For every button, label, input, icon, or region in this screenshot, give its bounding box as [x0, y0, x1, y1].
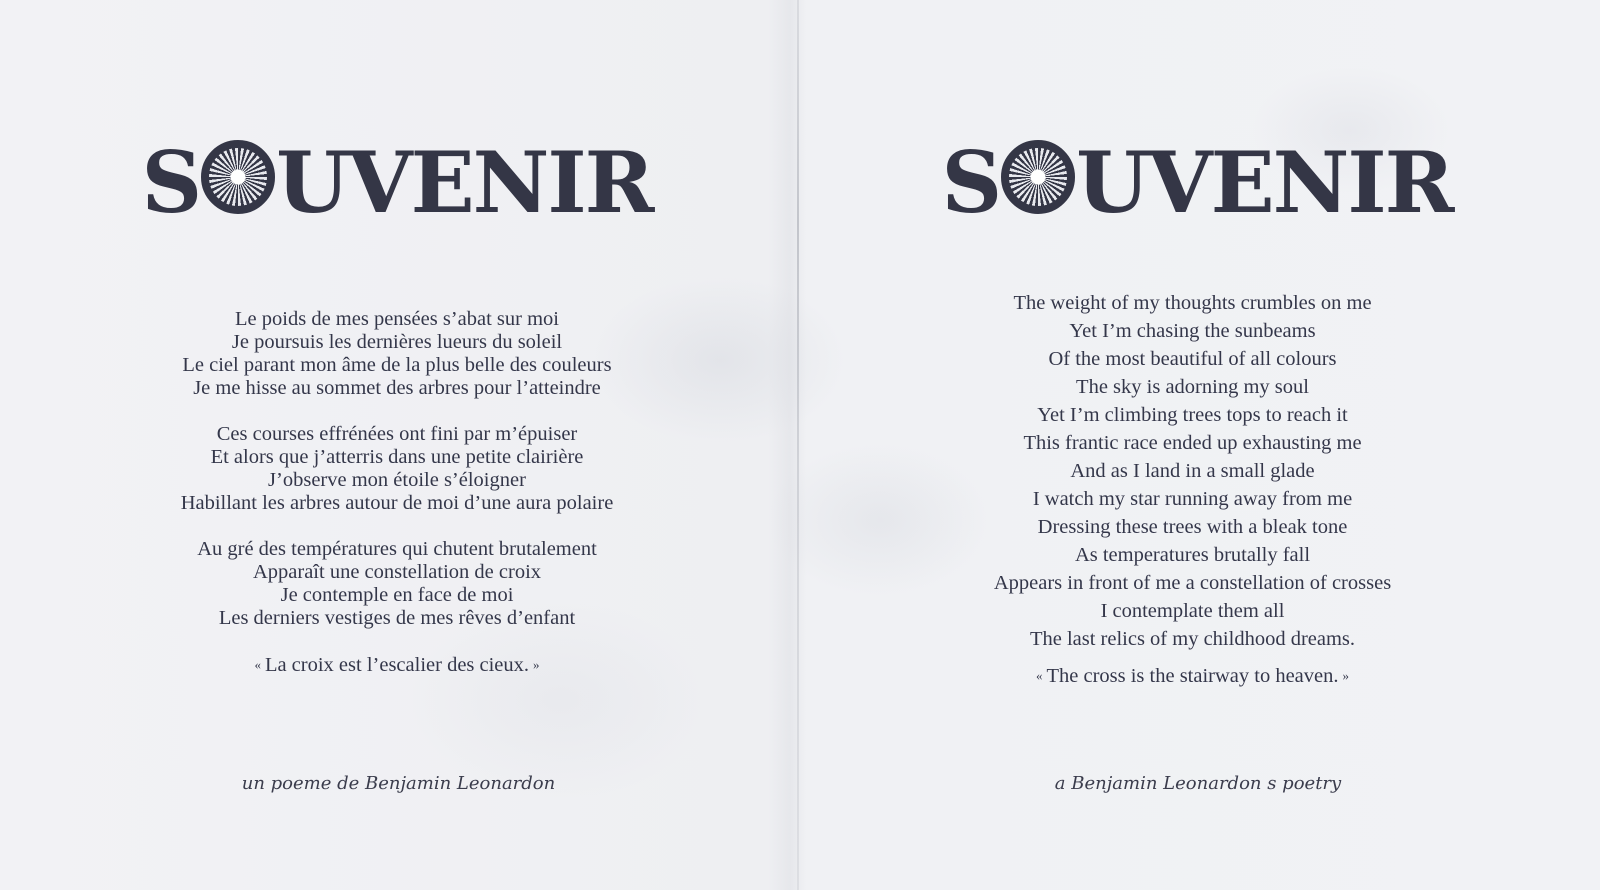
guillemet-close: » [533, 657, 540, 672]
stanza-1 [0, 308, 800, 400]
poem-line: Les derniers vestiges de mes rêves d’enfant [218, 607, 576, 629]
poem-line: I watch my star running away from me [1032, 488, 1353, 510]
quote-text: The cross is the stairway to heaven. [1046, 665, 1339, 687]
poem-line: Et alors que j’atterris dans une petite clairière [210, 446, 584, 468]
guillemet-close: » [1342, 668, 1350, 683]
title-souvenir-en [794, 133, 1600, 232]
poem-fr [0, 308, 800, 677]
guillemet-open: « [254, 657, 261, 672]
poem-line: The sky is adorning my soul [1076, 376, 1309, 398]
poem-line: Je poursuis les dernières lueurs du soleil [231, 331, 563, 353]
quote-text: La croix est l’escalier des cieux. [264, 654, 530, 676]
title-souvenir-fr [0, 133, 800, 232]
sun-o-icon [1001, 140, 1075, 214]
signature-fr: un poeme de Benjamin Leonardon [241, 773, 556, 794]
title-rest: UVENIR [1076, 133, 1453, 232]
title-letter-s: S [141, 133, 201, 232]
poem-line: Habillant les arbres autour de moi d’une aura polaire [180, 492, 614, 514]
right-page [800, 0, 1600, 890]
poem-line: Ces courses effrénées ont fini par m’épuiser [216, 423, 578, 445]
closing-quote [785, 662, 1600, 690]
poem-line: Au gré des températures qui chutent brutalement [197, 538, 597, 560]
stanza-2 [0, 423, 800, 515]
poem-line: Je contemple en face de moi [280, 584, 514, 606]
poem-line: The last relics of my childhood dreams. [1029, 628, 1356, 650]
guillemet-open: « [1035, 668, 1043, 683]
poem-line: And as I land in a small glade [1070, 460, 1315, 482]
poem-line: Of the most beautiful of all colours [1048, 348, 1337, 370]
signature-en: a Benjamin Leonardon s poetry [1054, 773, 1342, 794]
poem-line: Dressing these trees with a bleak tone [1037, 516, 1348, 538]
poem-line: As temperatures brutally fall [1074, 544, 1311, 566]
poem-line: I contemplate them all [1100, 600, 1285, 622]
poem-line: This frantic race ended up exhausting me [1023, 432, 1362, 454]
title-letter-s: S [941, 133, 1001, 232]
poem-line: Apparaît une constellation de croix [252, 561, 542, 583]
title-rest: UVENIR [276, 133, 653, 232]
poem-line: Yet I’m climbing trees tops to reach it [1037, 404, 1348, 426]
stanza-3 [0, 538, 800, 630]
poem-line: The weight of my thoughts crumbles on me [1013, 292, 1372, 314]
poem-line: J’observe mon étoile s’éloigner [268, 469, 526, 491]
poem-line: Yet I’m chasing the sunbeams [1069, 320, 1316, 342]
poem-line: Appears in front of me a constellation of crosses [993, 572, 1392, 594]
poem-en [785, 289, 1600, 690]
closing-quote [0, 653, 800, 677]
poem-line: Le ciel parant mon âme de la plus belle des couleurs [182, 354, 612, 376]
poem-line: Le poids de mes pensées s’abat sur moi [235, 308, 559, 330]
sun-o-icon [201, 140, 275, 214]
poem-line: Je me hisse au sommet des arbres pour l’atteindre [193, 377, 601, 399]
